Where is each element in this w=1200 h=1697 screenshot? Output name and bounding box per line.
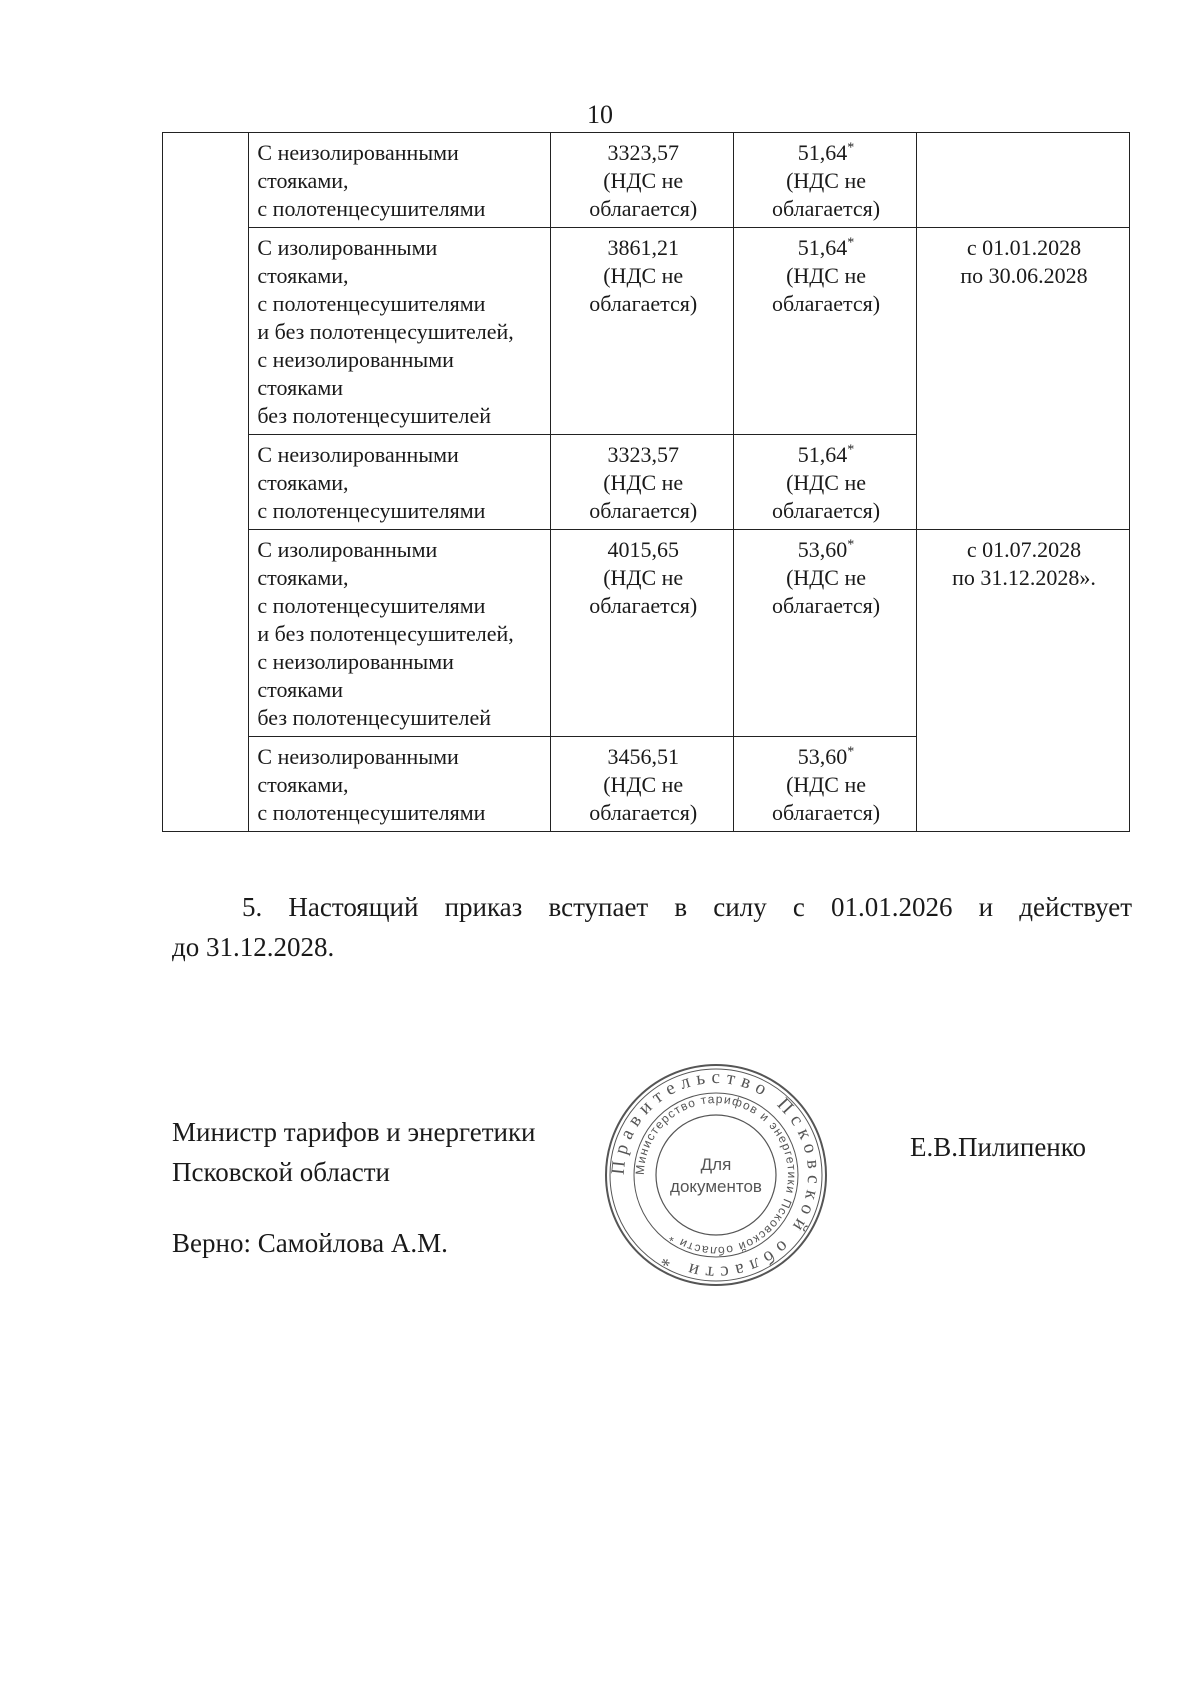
clause-paragraph: 5. Настоящий приказ вступает в силу с 01.01.2026 и действует bbox=[242, 892, 1132, 922]
tariff-value: 4015,65 (НДС не облагается) bbox=[551, 530, 734, 737]
tariff-rate: 51,64* (НДС не облагается) bbox=[734, 228, 917, 435]
seal-inner-text: Министерство тарифов и энергетики Псковской области * bbox=[632, 1091, 800, 1259]
tariff-table bbox=[162, 132, 1130, 832]
period-cell-empty bbox=[916, 133, 1129, 228]
row-description: С изолированными стояками, с полотенцесушителями и без полотенцесушителей, с неизолированными стояками без полотенцесушителей bbox=[249, 530, 551, 737]
signatory-name: Е.В.Пилипенко bbox=[910, 1132, 1087, 1162]
page-number: 10 bbox=[587, 100, 613, 129]
period-cell: с 01.07.2028 по 31.12.2028». bbox=[916, 530, 1129, 832]
table-row bbox=[163, 133, 1130, 228]
row-description: С неизолированными стояками, с полотенцесушителями bbox=[249, 435, 551, 530]
clause-paragraph-continuation: до 31.12.2028. bbox=[172, 932, 335, 962]
seal-center-line: Для bbox=[700, 1155, 732, 1174]
row-description: С изолированными стояками, с полотенцесушителями и без полотенцесушителей, с неизолированными стояками без полотенцесушителей bbox=[249, 228, 551, 435]
seal-outer-text: Правительство Псковской области * bbox=[607, 1066, 825, 1284]
table-row bbox=[163, 530, 1130, 737]
row-description: С неизолированными стояками, с полотенцесушителями bbox=[249, 133, 551, 228]
certified-copy-note: Верно: Самойлова А.М. bbox=[172, 1228, 448, 1258]
table-row bbox=[163, 228, 1130, 435]
tariff-value: 3861,21 (НДС не облагается) bbox=[551, 228, 734, 435]
tariff-value: 3323,57 (НДС не облагается) bbox=[551, 435, 734, 530]
tariff-value: 3456,51 (НДС не облагается) bbox=[551, 737, 734, 832]
official-seal-icon bbox=[603, 1062, 829, 1288]
seal-center-line: документов bbox=[670, 1177, 762, 1196]
position-line: Министр тарифов и энергетики bbox=[172, 1117, 536, 1147]
tariff-rate: 53,60* (НДС не облагается) bbox=[734, 530, 917, 737]
row-description: С неизолированными стояками, с полотенцесушителями bbox=[249, 737, 551, 832]
empty-left-cell bbox=[163, 133, 249, 832]
tariff-value: 3323,57 (НДС не облагается) bbox=[551, 133, 734, 228]
position-line: Псковской области bbox=[172, 1157, 391, 1187]
tariff-rate: 53,60* (НДС не облагается) bbox=[734, 737, 917, 832]
tariff-rate: 51,64* (НДС не облагается) bbox=[734, 133, 917, 228]
signatory-position bbox=[172, 1112, 536, 1192]
period-cell: с 01.01.2028 по 30.06.2028 bbox=[916, 228, 1129, 530]
tariff-rate: 51,64* (НДС не облагается) bbox=[734, 435, 917, 530]
